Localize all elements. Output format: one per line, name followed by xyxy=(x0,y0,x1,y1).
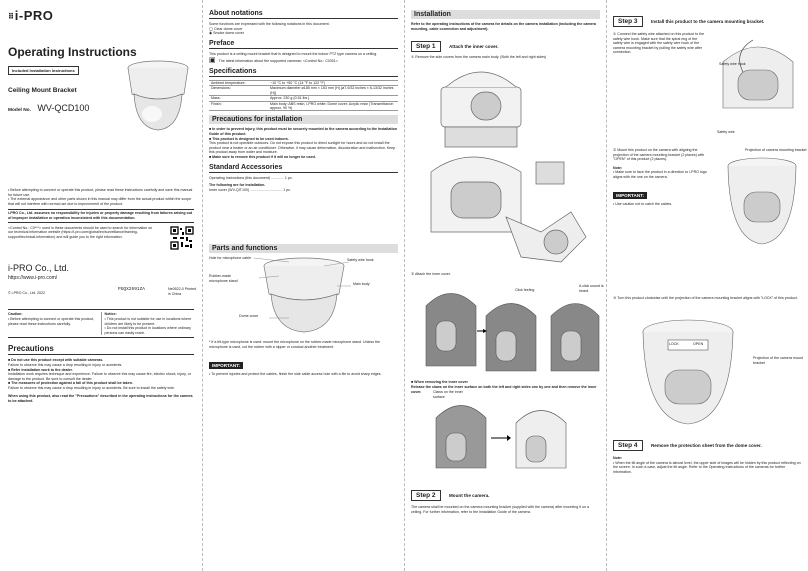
cover-bullets xyxy=(8,188,194,206)
step3-part3 xyxy=(613,296,802,426)
included-badge: Included Installation Instructions xyxy=(8,66,79,75)
caution-title: Caution: xyxy=(8,312,23,317)
part-label: Hole for microphone cable xyxy=(209,256,251,261)
step-title: Mount the camera. xyxy=(448,493,490,499)
installation-heading: Installation xyxy=(411,10,600,19)
safety-wire-hook-label: Safety wire hook xyxy=(719,62,746,66)
install-precautions-heading: Precautions for installation xyxy=(209,115,398,124)
click-label: Click feeling xyxy=(515,288,535,293)
table-row: Mass: Approx. 230 g {0.51 lbs.} xyxy=(209,96,398,101)
note-text: • Make sure to face the product in a direction to i-PRO logo aligns with the one on the camera. xyxy=(613,170,707,179)
precaution-item: ■ Make sure to remove this product if it will no longer be used. xyxy=(209,154,316,159)
notice-item: • Do not install this product in locations where ordinary persons can easily reach. xyxy=(104,326,191,335)
lock-label: LOCK xyxy=(669,342,679,346)
remove-heading: ■ When removing the inner cover xyxy=(411,380,468,385)
notice-item: • This product is not suitable for use in locations where children are likely to be present. xyxy=(104,316,192,326)
important-label: IMPORTANT: xyxy=(209,362,243,369)
steps-column xyxy=(606,0,808,571)
projection-label-2: Projection of the camera mount bracket xyxy=(753,356,803,365)
camera-side-cover-illustration xyxy=(411,62,601,272)
notation-item: ◉ Smoke dome cover xyxy=(209,31,245,36)
claws-label: Claws on the inner surface xyxy=(433,390,463,399)
preface-text: This product is a ceiling mount bracket that is designed to mount the indoor PTZ type camera on a ceiling. xyxy=(209,51,378,56)
info-column xyxy=(202,0,404,571)
accessory-line: Inner cover (WV-QIT100) ................................ 1 pc. xyxy=(209,187,291,192)
remove-cover-illustration xyxy=(431,398,581,470)
step1-sub2: ② Attach the inner cover. xyxy=(411,271,451,276)
table-row: Dimensions: Maximum diameter ø185 mm × 153 mm (H) {ø7-9/32 inches × 6-13/32 inches (H)} xyxy=(209,86,398,96)
safety-wire-illustration xyxy=(713,32,803,112)
parts-illustration xyxy=(249,256,359,334)
disclaimer: i-PRO Co., Ltd. assumes no responsibility for injuries or property damage resulting from failures arising out of improper installation or operation inconsistent with this documentation. xyxy=(8,209,194,222)
bullet-item: • The external appearance and other parts shown in this manual may differ from the actual product within the scope that will not interfere with normal use due to improvement of the product. xyxy=(8,197,192,206)
step-badge: Step 4 xyxy=(613,440,643,451)
caution-text: • Before attempting to connect or operate this product, please read these instructions carefully. xyxy=(8,316,95,326)
brand-logo: ⠿i-PRO xyxy=(8,8,54,23)
product-name: Ceiling Mount Bracket xyxy=(8,87,77,94)
model-number: WV-QCD100 xyxy=(37,103,90,113)
safety-wire-label: Safety wire xyxy=(717,130,735,134)
step4-note-label: Note: xyxy=(613,456,623,460)
inner-cover-illustration xyxy=(411,276,601,376)
notation-item: ◯ Clear dome cover xyxy=(209,26,243,31)
smoke-dome-icon: ◉ xyxy=(209,31,213,36)
qr-code xyxy=(170,226,194,250)
step3-part2 xyxy=(613,148,807,296)
parts-heading: Parts and functions xyxy=(209,244,398,253)
precaution-item: ■ This product is designed to be used indoors. This product is not operable outdoors. Do not expose this product to direct sunlight for hours and do not install the product near a heater or an air conditioner. Otherwise, it may cause deformation, discoloration and malfunction. Keep this product away from water and moisture. xyxy=(209,136,396,155)
logo-dots-icon: ⠿ xyxy=(8,12,15,22)
step-badge: Step 2 xyxy=(411,490,441,501)
installation-column xyxy=(404,0,606,571)
install-precautions-list xyxy=(209,127,398,159)
bullet-item: • Before attempting to connect or operate this product, please read these instructions carefully and save this manual for future use. xyxy=(8,188,193,197)
step3-header xyxy=(613,10,802,28)
step-title: Attach the inner cover. xyxy=(448,44,499,50)
notations-intro: Some functions are expressed with the following notations in this document. xyxy=(209,22,330,26)
company-url[interactable]: https://www.i-pro.com/ xyxy=(8,275,58,282)
precaution-item: ■ In order to prevent injury, this product must be securely mounted to the camera according to the Installation Guide of this product. xyxy=(209,127,398,136)
doc-code: PGQX2691ZA xyxy=(118,287,146,293)
precautions-footer: When using this product, also read the "Precautions" described in the operating instructions for the camera to be attached. xyxy=(8,394,193,404)
caution-notice-box xyxy=(8,309,194,338)
notice-title: Notice: xyxy=(104,312,117,317)
accessories-heading: Standard Accessories xyxy=(209,164,398,173)
precautions-list xyxy=(8,358,194,403)
part-label: Rubber-made microphone stand xyxy=(209,274,238,283)
control-number-note: <Control No.: C0***> used in these documents should be used to search for information on our technical information website (https://i-pro.com/global/en/surveillance/training-support/technical-information) and will guide you to the right information. xyxy=(8,225,153,239)
lock-rotation-illustration xyxy=(633,310,743,426)
parts-diagram xyxy=(209,256,398,334)
notations-heading: About notations xyxy=(209,10,398,19)
print-info: Ne0522-0 Printed in China xyxy=(168,287,197,296)
important-label: IMPORTANT: xyxy=(613,192,647,199)
info-icon: ▣ xyxy=(209,57,216,65)
table-row: Finish: Main body: ABS resin, i-PRO white; Dome cover: Acrylic resin (Transmittance: approx. 90 %) xyxy=(209,101,398,111)
latest-info: ▣ The latest information about the supported cameras: <Control No.: C0301> xyxy=(209,57,338,65)
remove-cover-diagram xyxy=(411,390,600,470)
step-title: Install this product to the camera mounting bracket. xyxy=(650,19,765,24)
step-title: Remove the protection sheet from the dome cover. xyxy=(650,443,762,448)
part-label: Main body xyxy=(353,282,370,287)
model-label: Model No. xyxy=(8,108,31,113)
installation-intro: Refer to the operating instructions of the camera for details on the camera installation (including the camera mounting, cable connection and adjustment). xyxy=(411,22,596,31)
clear-dome-icon: ◯ xyxy=(209,26,214,31)
step-badge: Step 3 xyxy=(613,16,643,27)
accessory-line: Operating Instructions (this document) ............. 1 pc. xyxy=(209,175,293,180)
step3-sub2: ② Mount this product on the camera with aligning the projection of the camera mounting bracket (2 places) with "OPEN" of this product (2 places). xyxy=(613,148,705,162)
precaution-item: ■ The measures of protection against a fall of this product shall be taken. Failure to observe this may cause a drop resulting in injury or accidents. Be sure to install the safety wire. xyxy=(8,381,175,390)
precautions-heading: Precautions xyxy=(8,344,194,355)
product-illustration xyxy=(122,58,194,134)
specifications-table xyxy=(209,80,398,111)
step3-sub1: ① Connect the safety wire attached on this product to the safety wire hook. Make sure that the spiral ring of the safety wire is engaged with the safety wire hook of the camera mounting bracket by pulling the safety wire after connection. xyxy=(613,32,705,55)
parts-footnote: * If a tilt-type microphone is used: mount the microphone on the rubber-made microphone stand. Unless the microphone is used, cut the rubber with a nipper or conduct another treatment. xyxy=(209,340,381,349)
important-text: • To prevent injuries and protect the cables, finish the side cable access hole with a file to avoid sharp edges. xyxy=(209,371,382,376)
note-label: Note: xyxy=(613,165,623,170)
copyright: © i-PRO Co., Ltd. 2022 xyxy=(8,291,46,296)
remove-body: Release the claws on the inner surface on both the left and right sides one by one and then remove the inner cover. xyxy=(411,384,597,394)
inner-cover-diagram xyxy=(411,276,604,376)
precaution-item: ■ Refer installation work to the dealer. Installation work requires technique and experience. Failure to observe this may cause fire, electric shock, injury, or damage to the product. Be sure to consult the dealer. xyxy=(8,367,191,381)
specifications-heading: Specifications xyxy=(209,68,398,77)
accessory-subheading: The following are for installation. xyxy=(209,183,266,188)
important-text: • Use caution not to catch the cables. xyxy=(613,201,673,206)
step2-header xyxy=(411,484,600,502)
open-label: OPEN xyxy=(693,342,704,346)
precaution-item: ■ Do not use this product except with suitable cameras. Failure to observe this may cause a drop resulting in injury or accidents. xyxy=(8,358,123,367)
company-name: i-PRO Co., Ltd. xyxy=(8,263,70,274)
step2-body: The camera shall be mounted on the camera mounting bracket (supplied with the camera) after mounting it on a ceiling. For further information, refer to the Installation Guide of the camera. xyxy=(411,505,589,514)
step-badge: Step 1 xyxy=(411,41,441,52)
step3-part1 xyxy=(613,32,802,148)
step1-header xyxy=(411,35,600,53)
part-label: Dome cover xyxy=(239,314,259,319)
step4-header xyxy=(613,434,802,452)
mount-alignment-illustration xyxy=(719,152,805,248)
cover-column xyxy=(0,0,202,571)
step4-note: • When the tilt angle of the camera is almost level, the upper side of images will be hidden by this product reflecting on the screen. In such a case, adjust the tilt angle. Refer to the Operating Instructions of the cameras for further information. xyxy=(613,460,801,474)
step1-sub1: ① Remove the side covers from the camera main body. (Both the left and right sides) xyxy=(411,55,547,60)
projection-label: Projection of camera mounting bracket xyxy=(745,148,807,152)
table-row: Ambient temperature: −10 °C to +50 °C (14 °F to 122 °F) xyxy=(209,80,398,85)
click-sound-label: A click sound is heard. xyxy=(579,284,604,293)
preface-heading: Preface xyxy=(209,40,398,49)
part-label: Safety wire hook xyxy=(347,258,374,263)
document-title: Operating Instructions xyxy=(8,45,137,59)
step3-sub3: ③ Turn this product clockwise until the projection of the camera mounting bracket aligns with "LOCK" of this product. xyxy=(613,296,798,300)
